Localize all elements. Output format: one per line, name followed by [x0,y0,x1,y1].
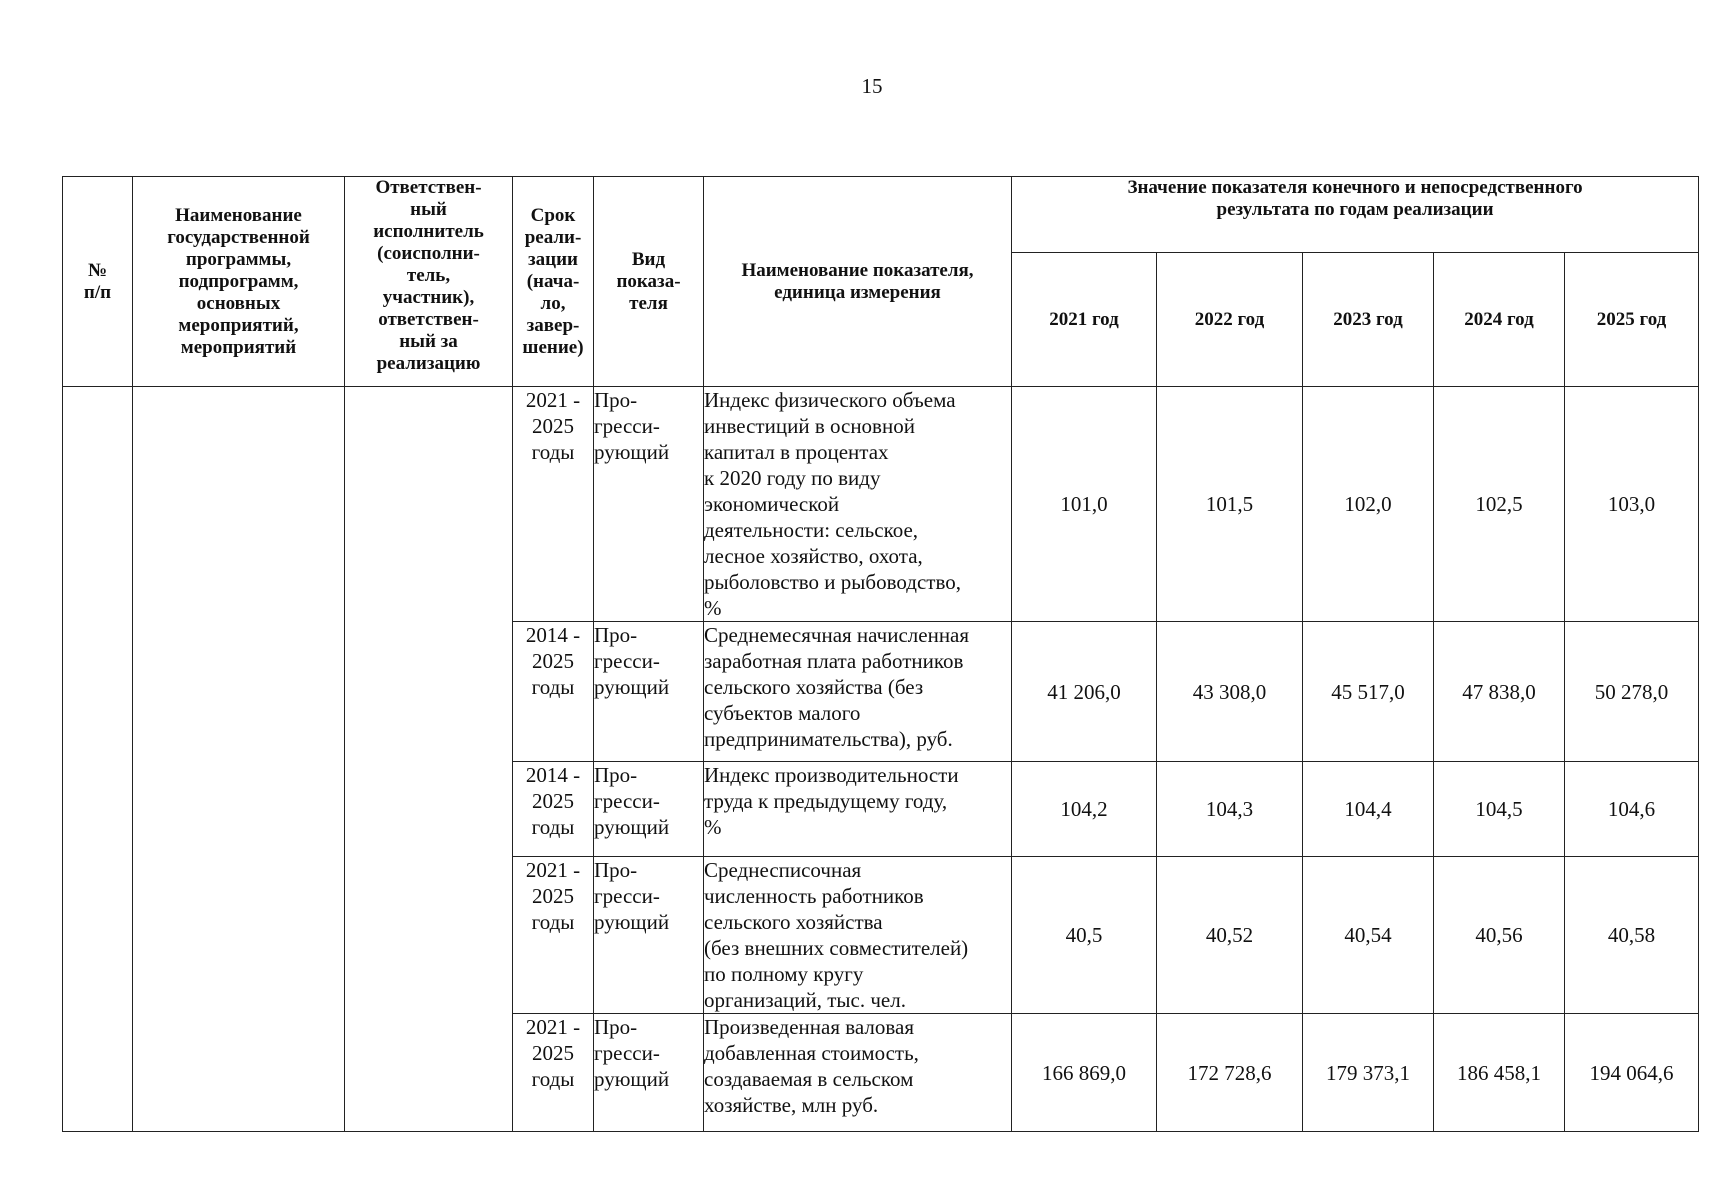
header-num: № п/п [63,177,133,387]
header-executor: Ответствен- ный исполнитель (соисполни- тель, участник), ответствен- ный за реализацию [345,177,513,387]
value-cell: 104,3 [1157,762,1303,857]
indicators-table [62,176,1699,1132]
value-cell: 40,54 [1303,857,1434,1014]
value-cell: 45 517,0 [1303,622,1434,762]
indicator-cell: Среднемесячная начисленная заработная плата работников сельского хозяйства (без субъектов малого предпринимательства), руб. [704,622,1012,762]
num-cell [63,387,133,1132]
term-cell: 2021 - 2025 годы [513,387,594,622]
term-cell: 2014 - 2025 годы [513,622,594,762]
value-cell: 179 373,1 [1303,1014,1434,1132]
kind-cell: Про- гресси- рующий [594,387,704,622]
header-values-group: Значение показателя конечного и непосредственного результата по годам реализации [1012,177,1699,253]
value-cell: 43 308,0 [1157,622,1303,762]
indicator-cell: Индекс физического объема инвестиций в основной капитал в процентах к 2020 году по виду экономической деятельности: сельское, лесное хозяйство, охота, рыболовство и рыбоводство, % [704,387,1012,622]
value-cell: 101,5 [1157,387,1303,622]
value-cell: 101,0 [1012,387,1157,622]
term-cell: 2021 - 2025 годы [513,1014,594,1132]
indicator-cell: Произведенная валовая добавленная стоимость, создаваемая в сельском хозяйстве, млн руб. [704,1014,1012,1132]
kind-cell: Про- гресси- рующий [594,762,704,857]
value-cell: 40,56 [1434,857,1565,1014]
executor-cell [345,387,513,1132]
header-year-2023: 2023 год [1303,253,1434,387]
header-program: Наименование государственной программы, подпрограмм, основных мероприятий, мероприятий [133,177,345,387]
header-kind: Вид показа- теля [594,177,704,387]
kind-cell: Про- гресси- рующий [594,622,704,762]
value-cell: 186 458,1 [1434,1014,1565,1132]
term-cell: 2014 - 2025 годы [513,762,594,857]
header-year-2022: 2022 год [1157,253,1303,387]
header-year-2021: 2021 год [1012,253,1157,387]
value-cell: 40,52 [1157,857,1303,1014]
header-year-2025: 2025 год [1565,253,1699,387]
indicator-cell: Среднесписочная численность работников сельского хозяйства (без внешних совместителей) по полному кругу организаций, тыс. чел. [704,857,1012,1014]
value-cell: 102,0 [1303,387,1434,622]
value-cell: 172 728,6 [1157,1014,1303,1132]
program-cell [133,387,345,1132]
indicator-cell: Индекс производительности труда к предыдущему году, % [704,762,1012,857]
header-indicator: Наименование показателя, единица измерения [704,177,1012,387]
value-cell: 104,2 [1012,762,1157,857]
value-cell: 102,5 [1434,387,1565,622]
kind-cell: Про- гресси- рующий [594,1014,704,1132]
value-cell: 166 869,0 [1012,1014,1157,1132]
kind-cell: Про- гресси- рующий [594,857,704,1014]
value-cell: 40,58 [1565,857,1699,1014]
value-cell: 40,5 [1012,857,1157,1014]
value-cell: 41 206,0 [1012,622,1157,762]
value-cell: 47 838,0 [1434,622,1565,762]
value-cell: 194 064,6 [1565,1014,1699,1132]
value-cell: 104,6 [1565,762,1699,857]
value-cell: 103,0 [1565,387,1699,622]
table-row [63,387,1699,622]
header-term: Срок реали- зации (нача- ло, завер- шение) [513,177,594,387]
header-year-2024: 2024 год [1434,253,1565,387]
value-cell: 104,5 [1434,762,1565,857]
value-cell: 104,4 [1303,762,1434,857]
value-cell: 50 278,0 [1565,622,1699,762]
term-cell: 2021 - 2025 годы [513,857,594,1014]
page-number: 15 [861,74,883,98]
